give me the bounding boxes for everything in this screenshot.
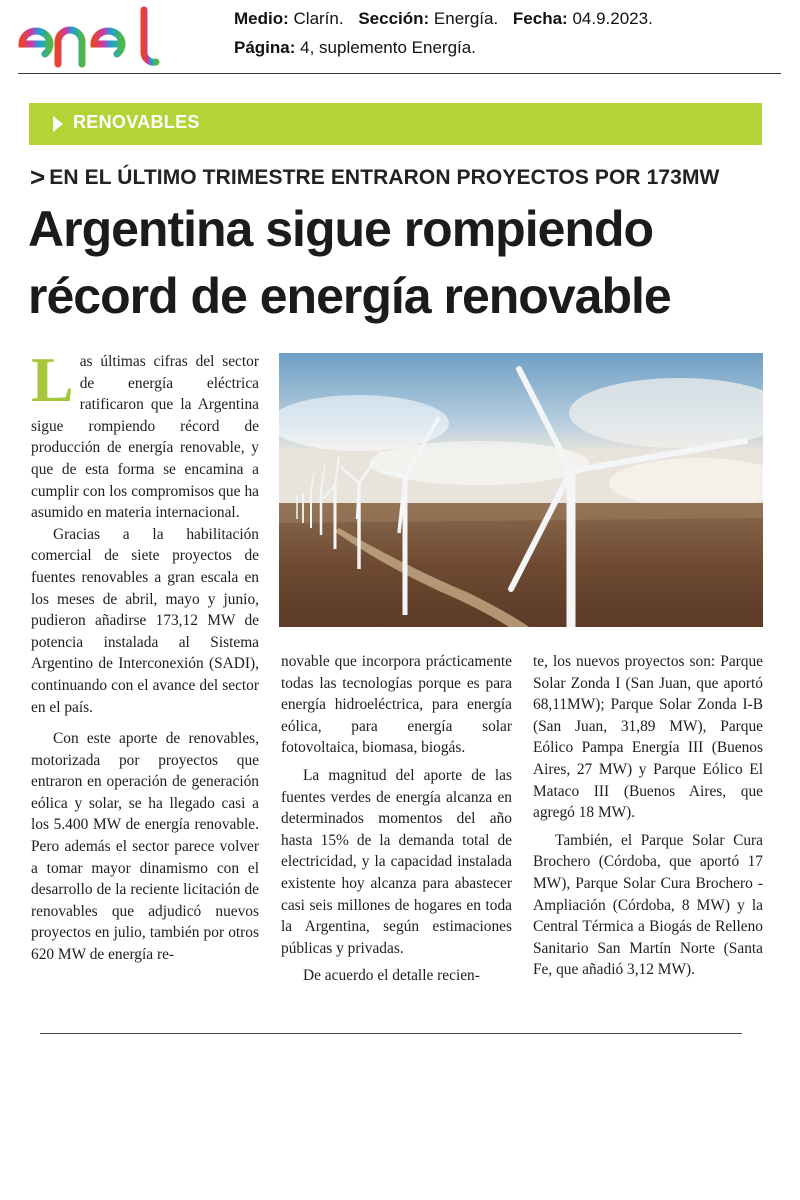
medio-value: Clarín.	[293, 9, 344, 28]
footer-divider	[40, 1033, 742, 1034]
paragraph-6: De acuerdo el detalle recien-	[303, 967, 480, 985]
paragraph-4: novable que incorpora prácticamente todas las tecnologías porque es para energía hidroeléctrica, para energía eólica, para energía solar fotovoltaica, biomasa, biogás.	[281, 653, 512, 757]
section-label: RENOVABLES	[73, 112, 200, 132]
drop-cap: L	[31, 344, 74, 415]
paragraph-7: te, los nuevos proyectos son: Parque Solar Zonda I (San Juan, que aportó 68,11MW); Parque Solar Zonda I-B (San Juan, 31,89 MW), Parque Eólico Pampa Energía III (Buenos Aires, 27 MW) y Parque Eólico El Mataco III (Buenos Aires, que agregó 18 MW).	[533, 653, 763, 822]
kicker	[30, 160, 719, 191]
header-divider	[18, 73, 781, 74]
clipping-metadata	[234, 4, 653, 62]
wind-farm-photo	[279, 353, 763, 627]
fecha-label: Fecha:	[512, 9, 568, 28]
paragraph-5: La magnitud del aporte de las fuentes verdes de energía alcanza en determinados momentos del año hasta 15% de la demanda total de electricidad, y la capacidad instalada existente hoy alcanza para abastecer casi seis millones de hogares en toda la Argentina, según estimaciones públicas y privadas.	[281, 766, 512, 957]
headline: Argentina sigue rompiendo récord de energía renovable	[28, 201, 671, 324]
article-column-3	[533, 651, 763, 981]
pagina-label: Página:	[234, 38, 296, 57]
paragraph-3: Con este aporte de renovables, motorizada por proyectos que entraron en operación de generación eólica y solar, se ha llegado casi a los 5.400 MW de energía renovable. Pero además el sector parece volver a tomar mayor dinamismo con el desarrollo de la reciente licitación de renovables que adjudicó nuevos proyectos en julio, también por otros 620 MW de energía re-	[31, 730, 259, 964]
paragraph-8: También, el Parque Solar Cura Brochero (Córdoba, que aportó 17 MW), Parque Solar Cura Brochero - Ampliación (Córdoba, 8 MW) y la Central Térmica a Biogás de Relleno Sanitario San Martín Norte (Santa Fe, que añadió 3,12 MW).	[533, 831, 763, 979]
seccion-label: Sección:	[358, 9, 430, 28]
kicker-text: EN EL ÚLTIMO TRIMESTRE ENTRARON PROYECTOS POR 173MW	[49, 166, 720, 189]
enel-logo	[16, 6, 181, 68]
section-band	[29, 103, 762, 145]
medio-label: Medio:	[234, 9, 289, 28]
paragraph-2: Gracias a la habilitación comercial de siete proyectos de fuentes renovables a gran escala en los meses de abril, mayo y junio, pudieron añadirse 173,12 MW de potencia instalada al Sistema Argentino de Interconexión (SADI), continuando con el avance del sector en el país.	[31, 525, 259, 716]
seccion-value: Energía.	[433, 9, 499, 28]
chevron-right-icon: >	[30, 162, 46, 192]
article-column-2	[281, 651, 512, 987]
pagina-value: 4, suplemento Energía.	[300, 38, 476, 57]
fecha-value: 04.9.2023.	[572, 9, 653, 28]
article-column-1	[31, 344, 259, 966]
play-arrow-icon	[53, 116, 63, 132]
paragraph-1: as últimas cifras del sector de energía eléctrica ratificaron que la Argentina sigue rompiendo récord de producción de energía renovable, y que de esta forma se encamina a cumplir con los compromisos que ha asumido en materia internacional.	[31, 353, 259, 522]
